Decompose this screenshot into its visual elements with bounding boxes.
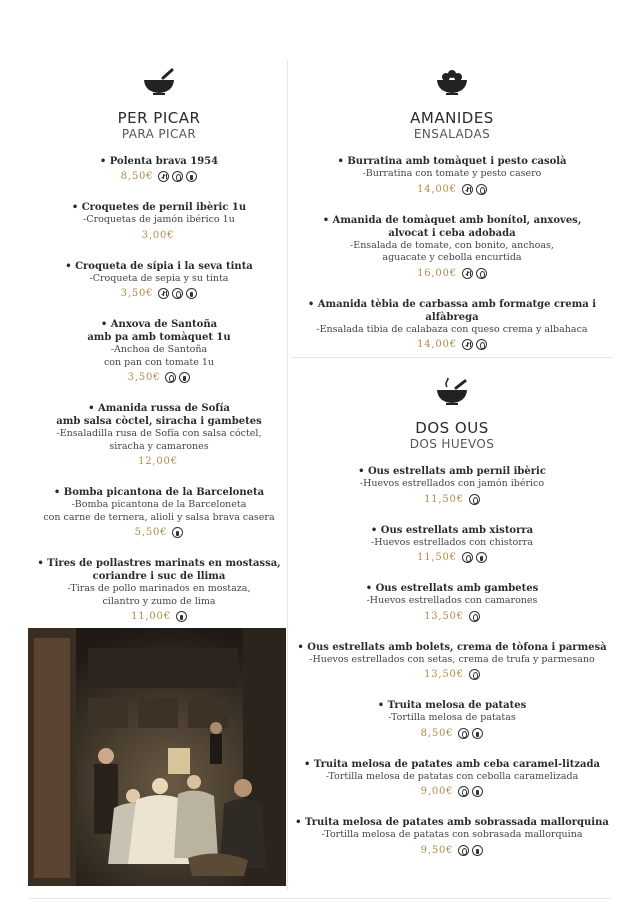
menu-item-description: -Tortilla melosa de patatas con sobrasada mallorquina [321,829,583,840]
menu-item-name: • Ous estrellats amb xistorra [370,524,534,536]
menu-item-description: -Ensalada tibia de calabaza con queso crema y albahaca [316,323,588,335]
section-subtitle: ENSALADAS [413,127,491,141]
menu-item-price: 11,50€ [424,493,464,505]
section-title: DOS OUS [415,419,489,437]
egg-allergen-icon [476,184,487,195]
egg-allergen-icon [172,288,183,299]
price-row [30,169,288,184]
menu-item-price: 5,50€ [134,527,168,538]
egg-allergen-icon [458,845,469,856]
price-row [292,337,612,352]
menu-item [30,486,288,540]
menu-item [292,214,612,281]
gluten-allergen-icon [462,184,473,195]
section-amanides [292,68,612,369]
price-row [292,843,612,858]
menu-item-description: -Burratina con tomate y pesto casero [362,168,542,179]
menu-item-description: -Huevos estrellados con jamón ibérico [359,478,545,489]
egg-allergen-icon [172,171,183,182]
menu-item-name: • Polenta brava 1954 [99,156,219,167]
menu-item-name: • Amanida de tomàquet amb bonítol, anxoves, alvocat i ceba adobada [322,214,582,239]
menu-item [30,318,288,385]
menu-item-name: • Amanida russa de Sofía amb salsa còctel, siracha i gambetes [56,403,262,427]
menu-item-price: 13,50€ [424,669,464,680]
menu-item-description: -Croquetas de jamón ibérico 1u [83,214,235,225]
menu-item [292,298,612,353]
bottom-divider [30,898,610,899]
menu-item [292,699,612,741]
gluten-allergen-icon [158,288,169,299]
menu-item-description: -Bomba picantona de la Barceloneta con carne de ternera, alioli y salsa brava casera [43,499,275,523]
egg-allergen-icon [458,786,469,797]
menu-item-name: • Truita melosa de patates amb ceba caramel-litzada [303,758,600,770]
section-per-picar [30,68,288,641]
menu-item-description: -Ensaladilla rusa de Sofía con salsa cóctel, siracha y camarones [56,428,262,452]
menu-item [30,260,288,302]
menu-item-price: 11,00€ [131,611,171,622]
price-row [30,609,288,624]
menu-item-price: 14,00€ [417,183,457,195]
menu-item [292,465,612,507]
milk-allergen-icon [186,171,197,182]
menu-item-price: 9,00€ [420,786,454,797]
menu-item-price: 8,50€ [120,171,154,182]
menu-item-price: 9,50€ [420,844,454,856]
menu-item-name: • Anxova de Santoña amb pa amb tomàquet 1u [87,319,231,343]
menu-item-name: • Burratina amb tomàquet i pesto casolà [337,156,567,167]
menu-item-price: 3,50€ [127,372,161,383]
milk-allergen-icon [186,288,197,299]
egg-allergen-icon [469,494,480,505]
egg-allergen-icon [469,611,480,622]
menu-item-price: 14,00€ [417,339,457,350]
item-list [30,155,288,624]
milk-allergen-icon [476,552,487,563]
item-list [292,155,612,352]
menu-item-name: • Amanida tèbia de carbassa amb formatge crema i alfàbrega [307,298,597,323]
price-row [30,370,288,385]
price-row [292,726,612,741]
gluten-allergen-icon [158,171,169,182]
menu-item-price: 13,50€ [424,610,464,622]
menu-item-price: 12,00€ [138,456,178,467]
menu-item-price: 11,50€ [417,552,457,563]
menu-item [292,758,612,800]
menu-item-description: -Huevos estrellados con chistorra [371,536,533,548]
section-title: AMANIDES [410,109,494,127]
price-row [292,609,612,624]
menu-item [292,641,612,683]
menu-item [30,557,288,624]
menu-item-description: -Tiras de pollo marinados en mostaza, cilantro y zumo de lima [67,583,251,607]
price-row [30,228,288,243]
menu-item-name: • Truita melosa de patates [377,700,527,711]
egg-allergen-icon [476,339,487,350]
price-row [292,784,612,799]
menu-item-name: • Ous estrellats amb gambetes [365,583,539,594]
menu-item-description: -Tortilla melosa de patatas con cebolla caramelizada [325,770,579,782]
menu-item-name: • Croquetes de pernil ibèric 1u [71,202,247,213]
price-row [30,525,288,540]
price-row [292,667,612,682]
menu-item-name: • Ous estrellats amb bolets, crema de tòfona i parmesà [297,641,607,653]
price-row [30,454,288,469]
menu-item-description: -Anchoa de Santoña con pan con tomate 1u [103,344,215,368]
menu-item [292,816,612,858]
milk-allergen-icon [176,611,187,622]
menu-item-name: • Tires de pollastres marinats en mostassa, coriandre i suc de llima [37,558,281,582]
section-subtitle: DOS HUEVOS [409,437,495,451]
menu-item-price: 8,50€ [420,727,454,739]
menu-item [30,402,288,469]
menu-item-price: 16,00€ [417,267,457,279]
price-row [292,182,612,197]
menu-item-name: • Truita melosa de patates amb sobrassada mallorquina [295,817,609,828]
item-list [292,465,612,858]
las-meninas-painting [28,628,286,886]
egg-allergen-icon [469,669,480,680]
section-dos-ous [292,378,612,875]
menu-item [30,155,288,184]
menu-item [30,201,288,243]
egg-allergen-icon [476,268,487,279]
milk-allergen-icon [472,845,483,856]
menu-item-description: -Huevos estrellados con setas, crema de trufa y parmesano [309,653,595,665]
menu-item-name: • Ous estrellats amb pernil ibèric [358,466,546,477]
milk-allergen-icon [472,786,483,797]
section-title: PER PICAR [117,109,201,127]
gluten-allergen-icon [462,339,473,350]
menu-item-description: -Huevos estrellados con camarones [366,595,538,606]
menu-item-name: • Bomba picantona de la Barceloneta [53,487,265,498]
menu-item [292,582,612,624]
egg-allergen-icon [462,552,473,563]
milk-allergen-icon [472,728,483,739]
milk-allergen-icon [179,372,190,383]
menu-item [292,155,612,197]
menu-item-price: 3,00€ [141,229,175,241]
menu-item-description: -Tortilla melosa de patatas [388,712,516,723]
price-row [292,550,612,565]
menu-item-name: • Croqueta de sípia i la seva tinta [65,260,253,272]
bowl-spoon-icon [142,68,176,96]
salad-bowl-icon [435,68,469,96]
price-row [292,492,612,507]
gluten-allergen-icon [462,268,473,279]
menu-item [292,524,612,566]
steaming-bowl-icon [435,378,469,406]
egg-allergen-icon [165,372,176,383]
price-row [292,266,612,281]
price-row [30,286,288,301]
menu-item-price: 3,50€ [120,288,154,299]
menu-item-description: -Ensalada de tomate, con bonito, anchoas, aguacate y cebolla encurtida [350,239,554,263]
section-subtitle: PARA PICAR [121,127,197,141]
egg-allergen-icon [458,728,469,739]
menu-item-description: -Croqueta de sepia y su tinta [89,272,229,284]
milk-allergen-icon [172,527,183,538]
